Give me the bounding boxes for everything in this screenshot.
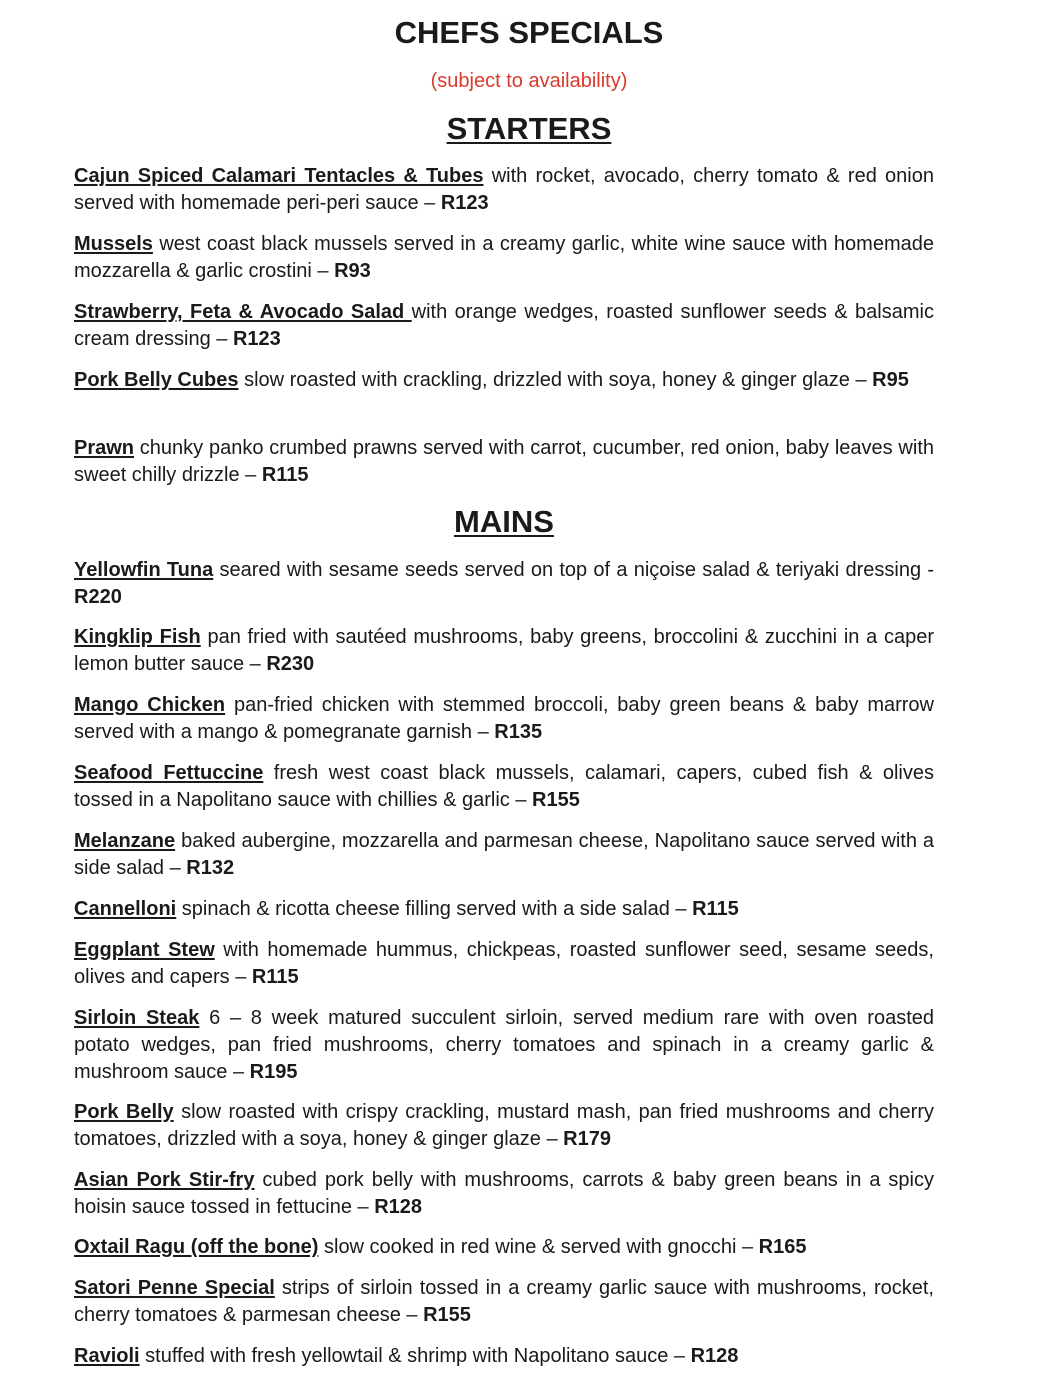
item-name: Yellowfin Tuna	[74, 559, 214, 581]
menu-item	[74, 937, 934, 991]
section-heading-starters: STARTERS	[446, 111, 612, 146]
item-name: Oxtail Ragu (off the bone)	[74, 1236, 319, 1258]
item-name: Mussels	[74, 233, 153, 255]
menu-item	[74, 760, 934, 814]
item-description: with orange wedges, roasted sunflower seeds & balsamic cream dressing –	[74, 301, 934, 350]
item-description: west coast black mussels served in a creamy garlic, white wine sauce with homemade mozzarella & garlic crostini –	[74, 233, 934, 282]
item-price: R220	[74, 586, 122, 608]
item-description: fresh west coast black mussels, calamari, capers, cubed fish & olives tossed in a Napolitano sauce with chillies & garlic –	[74, 762, 934, 811]
item-name: Ravioli	[74, 1345, 140, 1367]
menu-item	[74, 624, 934, 678]
item-name: Sirloin Steak	[74, 1007, 200, 1029]
item-price: R155	[423, 1304, 471, 1326]
menu-item	[74, 1005, 934, 1086]
item-description: baked aubergine, mozzarella and parmesan cheese, Napolitano sauce served with a side salad –	[74, 830, 934, 879]
item-name: Satori Penne Special	[74, 1277, 275, 1299]
menu-item	[74, 828, 934, 882]
menu-item	[74, 163, 934, 217]
item-description: cubed pork belly with mushrooms, carrots & baby green beans in a spicy hoisin sauce tossed in fettucine –	[74, 1169, 934, 1218]
item-name: Pork Belly	[74, 1101, 174, 1123]
menu-item	[74, 692, 934, 746]
item-name: Prawn	[74, 437, 135, 459]
menu-item	[74, 299, 934, 353]
item-price: R115	[692, 898, 739, 920]
item-name: Melanzane	[74, 830, 176, 852]
item-price: R155	[532, 789, 580, 811]
item-price: R128	[374, 1196, 422, 1218]
menu-item	[74, 1167, 934, 1221]
item-description: pan-fried chicken with stemmed broccoli, baby green beans & baby marrow served with a mango & pomegranate garnish –	[74, 694, 934, 743]
menu-item	[74, 896, 934, 923]
item-price: R135	[494, 721, 543, 743]
section-heading-mains: MAINS	[454, 504, 554, 539]
item-price: R123	[440, 192, 489, 214]
menu-item	[74, 1099, 934, 1153]
item-description: with rocket, avocado, cherry tomato & red onion served with homemade peri-peri sauce –	[74, 165, 934, 214]
item-description: chunky panko crumbed prawns served with carrot, cucumber, red onion, baby leaves with sweet chilly drizzle –	[74, 437, 934, 486]
menu-item	[74, 1275, 934, 1329]
item-description: strips of sirloin tossed in a creamy garlic sauce with mushrooms, rocket, cherry tomatoes & parmesan cheese –	[74, 1277, 934, 1326]
item-price: R132	[186, 857, 235, 879]
item-description: pan fried with sautéed mushrooms, baby greens, broccolini & zucchini in a caper lemon butter sauce –	[74, 626, 935, 675]
item-description: with homemade hummus, chickpeas, roasted sunflower seed, sesame seeds, olives and capers –	[74, 939, 934, 988]
menu-item	[74, 557, 934, 611]
item-price: R115	[251, 966, 299, 988]
item-name: Kingklip Fish	[74, 626, 201, 648]
item-name: Eggplant Stew	[74, 939, 215, 961]
item-description: slow roasted with crackling, drizzled with soya, honey & ginger glaze –	[238, 369, 873, 391]
item-price: R165	[758, 1236, 807, 1258]
item-name: Asian Pork Stir-fry	[74, 1169, 255, 1191]
item-price: R93	[334, 260, 371, 282]
item-price: R195	[249, 1061, 298, 1083]
item-description: seared with sesame seeds served on top of a niçoise salad & teriyaki dressing -	[213, 559, 934, 581]
menu-item	[74, 1234, 934, 1261]
menu-item	[74, 367, 934, 394]
item-name: Pork Belly Cubes	[74, 369, 239, 391]
menu-item	[74, 1343, 934, 1370]
item-name: Mango Chicken	[74, 694, 226, 716]
item-price: R179	[563, 1128, 611, 1150]
menu-item	[74, 231, 934, 285]
item-description: slow cooked in red wine & served with gnocchi –	[318, 1236, 759, 1258]
item-name: Strawberry, Feta & Avocado Salad	[74, 301, 412, 323]
page-title: CHEFS SPECIALS	[394, 15, 664, 50]
item-price: R123	[232, 328, 281, 350]
item-description: spinach & ricotta cheese filling served with a side salad –	[176, 898, 693, 920]
item-price: R128	[690, 1345, 739, 1367]
item-price: R115	[261, 464, 309, 486]
item-description: 6 – 8 week matured succulent sirloin, served medium rare with oven roasted potato wedges, pan fried mushrooms, cherry tomatoes and spinach in a creamy garlic & mushroom sauce –	[74, 1007, 935, 1083]
item-description: slow roasted with crispy crackling, mustard mash, pan fried mushrooms and cherry tomatoes, drizzled with a soya, honey & ginger glaze –	[74, 1101, 934, 1150]
item-name: Cajun Spiced Calamari Tentacles & Tubes	[74, 165, 484, 187]
item-name: Seafood Fettuccine	[74, 762, 264, 784]
menu-item	[74, 435, 934, 489]
availability-note: (subject to availability)	[430, 70, 628, 92]
item-price: R230	[266, 653, 315, 675]
item-name: Cannelloni	[74, 898, 177, 920]
item-description: stuffed with fresh yellowtail & shrimp with Napolitano sauce –	[139, 1345, 691, 1367]
item-price: R95	[872, 369, 909, 391]
